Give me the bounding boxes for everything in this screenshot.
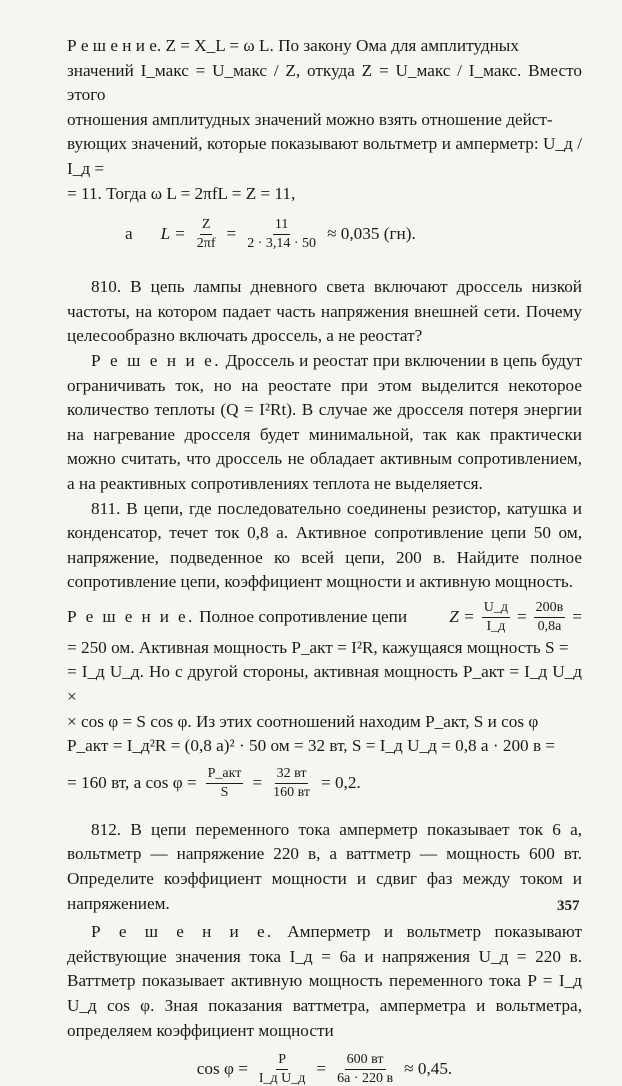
problem-text: 812. В цепи переменного тока амперметр показывает ток 6 а, вольтметр — напряжение 220 в, а ваттметр — мощность 600 вт. Определите коэффициент мощности и сдвиг фаз между током и напряжением. xyxy=(67,819,582,913)
text-line: = I_д U_д. Но с другой стороны, активная мощность P_акт = I_д U_д × xyxy=(67,662,582,707)
problem-812 xyxy=(67,818,582,1086)
problem-810 xyxy=(67,275,582,496)
fraction: $\frac{600 вт}{6а \cdot 220 в}$ xyxy=(337,1052,394,1086)
page-number: 357 xyxy=(557,898,580,914)
power-factor-formula: = 160 вт, а cos φ = $\frac{\text{P\_акт}}{S}$ = $\frac{32 вт}{160 вт}$ = 0,2. xyxy=(67,765,361,800)
problem-811 xyxy=(67,497,582,800)
text-line: = 250 ом. Активная мощность P_акт = I²R, кажущаяся мощность S = xyxy=(67,637,569,657)
text-line: отношения амплитудных значений можно взять отношение дейст- xyxy=(67,109,553,129)
text-line: вующих значений, которые показывают вольтметр и амперметр: U_д / I_д = xyxy=(67,134,582,178)
problem-text: 810. В цепь лампы дневного света включают дроссель низкой частоты, на котором падает часть напряжения внешней сети. Почему целесообразно включать дроссель, а не реостат? xyxy=(67,277,582,346)
solution-text: Р е ш е н и е. Амперметр и вольтметр показывают действующие значения тока I_д = 6а и напряжения U_д = 220 в. Ваттметр показывает активную мощность переменного тока P = I_д U_д cos φ. Зная показания ваттметра, амперметра и вольтметра, определяем коэффициент мощности xyxy=(67,922,582,1040)
inductance-formula: а L = $\frac{Z}{2\pi f}$ = $\frac{11}{2 \cdot 3,14 \cdot 50}$ ≈ 0,035 (гн). xyxy=(125,217,416,252)
fraction: $\frac{U\_д}{I\_д}$ xyxy=(483,599,508,634)
text-line: P_акт = I_д²R = (0,8 а)² · 50 ом = 32 вт, S = I_д U_д = 0,8 а · 200 в = xyxy=(67,736,556,756)
fraction: $\frac{11}{2 \cdot 3,14 \cdot 50}$ xyxy=(247,217,317,252)
solution-809 xyxy=(67,34,582,251)
power-factor-result: cos φ = $\frac{P}{\text{I\_д U\_д}}$ = $\frac{600 вт}{6а \cdot 220 в}$ ≈ 0,45. xyxy=(196,1052,453,1086)
text-line: × cos φ = S cos φ. Из этих соотношений находим P_акт, S и cos φ xyxy=(67,711,539,731)
impedance-formula: Р е ш е н и е. Полное сопротивление цепи Z = $\frac{U\_д}{I\_д}$ = $\frac{200в}{0,8а}$ = xyxy=(67,599,582,634)
text-line: значений I_макс = U_макс / Z, откуда Z = U_макс / I_макс. Вместо этого xyxy=(67,60,582,105)
fraction: $\frac{P}{\text{I\_д U\_д}}$ xyxy=(258,1052,306,1086)
fraction: $\frac{32 вт}{160 вт}$ xyxy=(273,765,310,800)
text-line: Р е ш е н и е. Z = X_L = ω L. По закону Ома для амплитудных xyxy=(67,36,519,55)
text-line: = 11. Тогда ω L = 2πfL = Z = 11, xyxy=(67,183,296,203)
fraction: $\frac{200в}{0,8а}$ xyxy=(535,599,564,634)
fraction: $\frac{Z}{2\pi f}$ xyxy=(196,217,216,252)
problem-text: 811. В цепи, где последовательно соединены резистор, катушка и конденсатор, течет ток 0,8 а. Активное сопротивление цепи 50 ом, напряжение, подведенное ко всей цепи, 200 в. Найдите полное сопротивление цепи, коэффициент мощности и активную мощность. xyxy=(67,498,582,592)
fraction: $\frac{\text{P\_акт}}{S}$ xyxy=(207,765,242,800)
solution-text: Р е ш е н и е. Дроссель и реостат при включении в цепь будут ограничивать ток, но на реостате при этом выделится некоторое количество теплоты (Q = I²Rt). В случае же дросселя потеря энергии на нагревание дросселя будет минимальной, так как практически можно считать, что дроссель не обладает активным сопротивлением, а на реактивных сопротивлениях теплота не выделяется. xyxy=(67,350,582,493)
